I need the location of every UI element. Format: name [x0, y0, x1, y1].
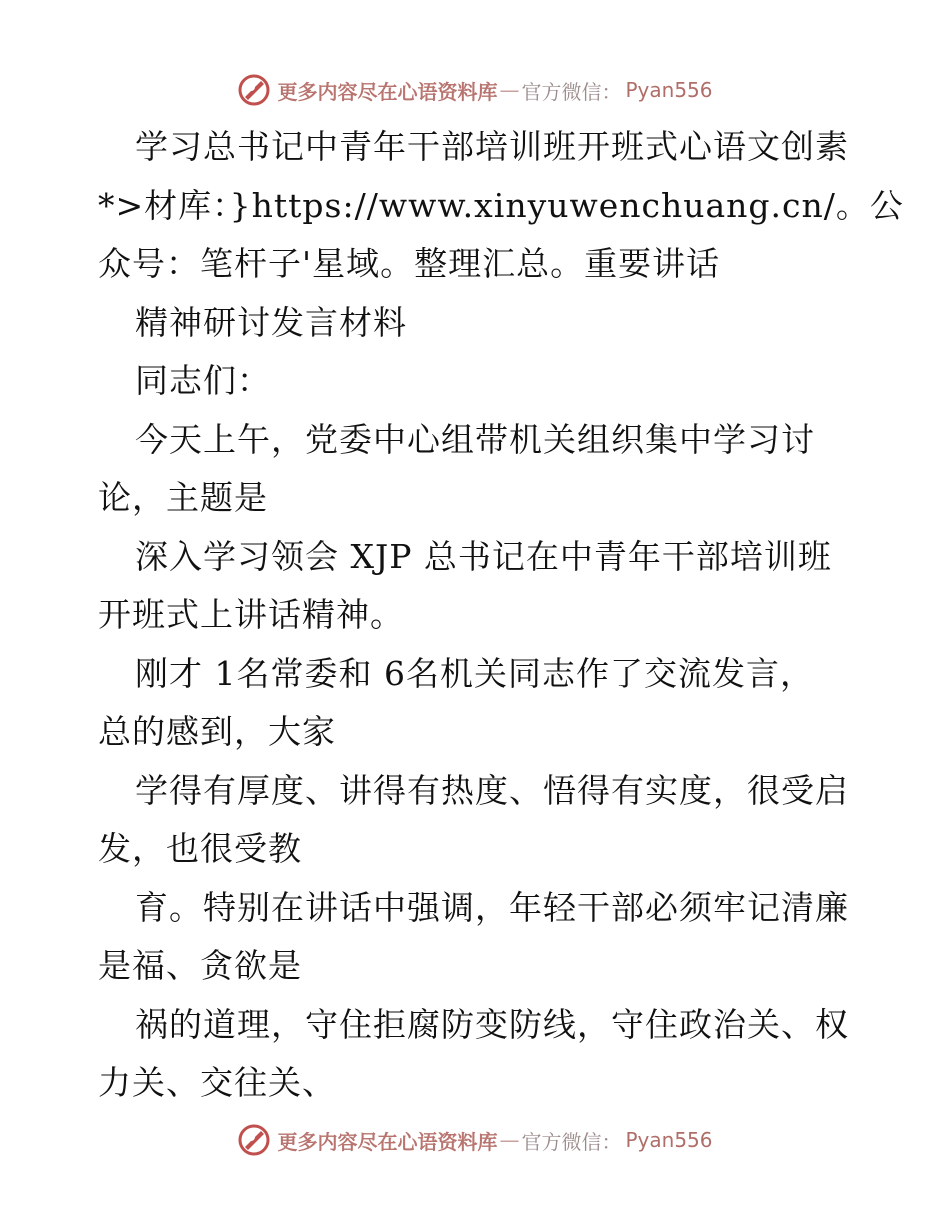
text-line: 学习总书记中青年干部培训班开班式心语文创素 — [135, 127, 849, 166]
banner-separator: — — [499, 78, 520, 102]
text-line: 精神研讨发言材料 — [135, 302, 407, 342]
banner-main-text: 更多内容尽在心语资料库 — [277, 79, 498, 104]
text-line: 开班式上讲话精神。 — [98, 595, 404, 634]
text-line: 今天上午，党委中心组带机关组织集中学习讨 — [135, 419, 815, 459]
document-body — [98, 118, 904, 1113]
text-line: 是福、贪欲是 — [98, 946, 302, 985]
banner-wechat-id: Pyan556 — [625, 78, 713, 102]
text-line: 刚才 1名常委和 6名机关同志作了交流发言， — [135, 653, 814, 693]
text-line: 深入学习领会 XJP 总书记在中青年干部培训班 — [135, 536, 832, 576]
text-line: 学得有厚度、讲得有热度、悟得有实度，很受启 — [135, 770, 849, 810]
text-line: 总的感到，大家 — [98, 712, 336, 751]
text-line: 同志们： — [135, 361, 271, 400]
logo-icon — [237, 1123, 271, 1157]
text-line: 育。特别在讲话中强调，年轻干部必须牢记清廉 — [135, 887, 849, 927]
text-line: 发，也很受教 — [98, 829, 302, 868]
banner-wechat-id: Pyan556 — [625, 1128, 713, 1152]
text-line: 祸的道理，守住拒腐防变防线，守住政治关、权 — [135, 1004, 849, 1044]
banner-wechat-label: 官方微信： — [521, 79, 622, 104]
text-line: 力关、交往关、 — [98, 1063, 336, 1102]
banner-wechat-label: 官方微信： — [521, 1129, 622, 1154]
banner-separator: — — [499, 1128, 520, 1152]
logo-icon — [237, 73, 271, 107]
banner-main-text: 更多内容尽在心语资料库 — [277, 1129, 498, 1154]
text-line: *>材库：}https://www.xinyuwenchuang.cn/。公 — [98, 185, 904, 225]
text-line: 众号：笔杆子'星域。整理汇总。重要讲话 — [98, 244, 721, 283]
text-line: 论，主题是 — [98, 478, 268, 517]
footer-banner — [0, 1120, 950, 1160]
header-banner — [0, 70, 950, 110]
